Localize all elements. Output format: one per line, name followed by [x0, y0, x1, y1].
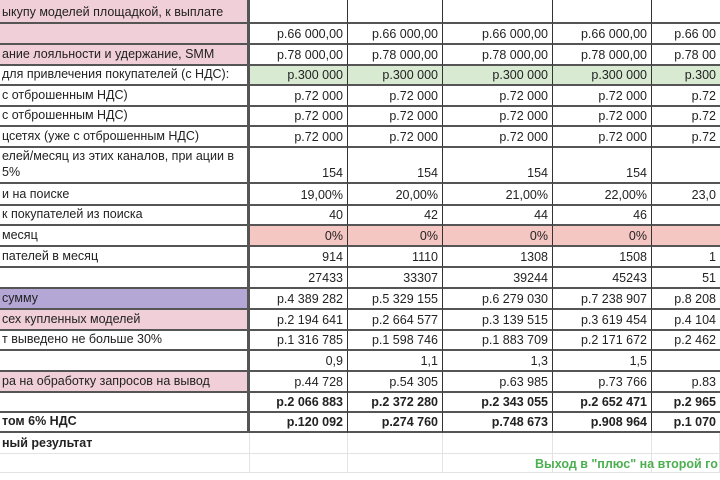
value-cell[interactable]: р.72 000 — [250, 107, 348, 127]
value-cell[interactable]: р.66 00 — [652, 24, 720, 45]
value-cell[interactable]: р.1 598 746 — [348, 331, 443, 351]
table-row — [0, 148, 720, 184]
value-cell[interactable]: р.73 766 — [553, 372, 652, 393]
value-cell[interactable]: р.72 — [652, 86, 720, 107]
value-cell[interactable]: р.6 279 030 — [443, 289, 553, 310]
value-cell[interactable]: р.44 728 — [250, 372, 348, 393]
value-cell[interactable]: р.300 000 — [348, 66, 443, 86]
table-row — [0, 45, 720, 66]
value-cell[interactable]: р.78 000,00 — [348, 45, 443, 66]
value-cell[interactable]: р.72 000 — [443, 107, 553, 127]
value-cell[interactable]: р.908 964 — [553, 413, 652, 433]
value-cell[interactable]: 45243 — [553, 268, 652, 289]
value-cell[interactable]: 46 — [553, 206, 652, 226]
value-cell[interactable]: 0% — [348, 226, 443, 247]
value-cell[interactable]: р.2 372 280 — [348, 393, 443, 413]
value-cell[interactable]: 1,3 — [443, 351, 553, 372]
value-cell[interactable] — [553, 433, 652, 454]
value-cell[interactable]: р.2 194 641 — [250, 310, 348, 331]
table-row — [0, 268, 720, 289]
value-cell[interactable]: р.78 000,00 — [443, 45, 553, 66]
row-label-cell[interactable]: с отброшенным НДС) — [0, 107, 250, 127]
table-row — [0, 331, 720, 351]
value-cell[interactable]: р.72 000 — [553, 86, 652, 107]
row-label-cell[interactable]: сумму — [0, 289, 250, 310]
row-label-cell[interactable] — [0, 24, 250, 45]
value-cell[interactable]: 21,00% — [443, 184, 553, 206]
value-cell[interactable]: р.63 985 — [443, 372, 553, 393]
value-cell[interactable]: 1308 — [443, 247, 553, 268]
value-cell[interactable]: р.8 208 — [652, 289, 720, 310]
value-cell[interactable] — [250, 433, 348, 454]
value-cell[interactable] — [652, 0, 720, 24]
value-cell[interactable]: р.72 — [652, 127, 720, 148]
table-row — [0, 127, 720, 148]
row-label-cell[interactable]: ра на обработку запросов на вывод — [0, 372, 250, 393]
value-cell[interactable]: 20,00% — [348, 184, 443, 206]
value-cell[interactable]: 40 — [250, 206, 348, 226]
value-cell[interactable]: р.748 673 — [443, 413, 553, 433]
value-cell[interactable]: р.72 — [652, 107, 720, 127]
value-cell[interactable]: р.300 000 — [443, 66, 553, 86]
value-cell[interactable]: р.72 000 — [443, 86, 553, 107]
value-cell[interactable]: 154 — [250, 148, 348, 184]
value-cell[interactable]: р.78 00 — [652, 45, 720, 66]
value-cell[interactable]: р.7 238 907 — [553, 289, 652, 310]
value-cell[interactable]: р.3 139 515 — [443, 310, 553, 331]
value-cell[interactable] — [652, 226, 720, 247]
table-row — [0, 433, 720, 454]
table-row — [0, 226, 720, 247]
value-cell[interactable] — [652, 433, 720, 454]
row-label-cell[interactable]: месяц — [0, 226, 250, 247]
row-label-cell[interactable] — [0, 268, 250, 289]
table-row — [0, 184, 720, 206]
value-cell[interactable] — [652, 351, 720, 372]
row-label-cell[interactable]: цсетях (уже с отброшенным НДС) — [0, 127, 250, 148]
breakeven-note: Выход в "плюс" на второй го — [535, 457, 718, 471]
table-row — [0, 107, 720, 127]
table-row — [0, 413, 720, 433]
row-label-cell[interactable]: елей/месяц из этих каналов, при ации в 5% — [0, 148, 250, 184]
value-cell[interactable]: р.72 000 — [443, 127, 553, 148]
value-cell[interactable]: р.2 462 — [652, 331, 720, 351]
table-row — [0, 66, 720, 86]
row-label-cell[interactable] — [0, 393, 250, 413]
value-cell[interactable]: р.2 664 577 — [348, 310, 443, 331]
value-cell[interactable]: р.2 066 883 — [250, 393, 348, 413]
value-cell[interactable]: р.4 104 — [652, 310, 720, 331]
value-cell[interactable]: р.2 171 672 — [553, 331, 652, 351]
value-cell[interactable]: 0,9 — [250, 351, 348, 372]
value-cell[interactable]: р.2 652 471 — [553, 393, 652, 413]
row-label-cell[interactable]: для привлечения покупателей (с НДС): — [0, 66, 250, 86]
value-cell[interactable]: р.66 000,00 — [553, 24, 652, 45]
value-cell[interactable]: р.2 965 — [652, 393, 720, 413]
value-cell[interactable]: р.2 343 055 — [443, 393, 553, 413]
value-cell[interactable]: р.120 092 — [250, 413, 348, 433]
value-cell[interactable] — [443, 433, 553, 454]
row-label-cell[interactable]: ание лояльности и удержание, SMM — [0, 45, 250, 66]
value-cell[interactable] — [250, 454, 348, 473]
row-label-cell[interactable]: и на поиске — [0, 184, 250, 206]
value-cell[interactable]: р.78 000,00 — [553, 45, 652, 66]
value-cell[interactable]: 154 — [553, 148, 652, 184]
value-cell[interactable] — [652, 148, 720, 184]
value-cell[interactable] — [443, 0, 553, 24]
table-row — [0, 0, 720, 24]
value-cell[interactable] — [553, 0, 652, 24]
value-cell[interactable]: 23,0 — [652, 184, 720, 206]
value-cell[interactable]: р.78 000,00 — [250, 45, 348, 66]
table-row — [0, 310, 720, 331]
table-row — [0, 247, 720, 268]
value-cell[interactable]: 33307 — [348, 268, 443, 289]
value-cell[interactable]: р.66 000,00 — [250, 24, 348, 45]
value-cell[interactable]: 1110 — [348, 247, 443, 268]
table-row — [0, 351, 720, 372]
row-label-cell[interactable]: т выведено не больше 30% — [0, 331, 250, 351]
value-cell[interactable]: р.274 760 — [348, 413, 443, 433]
row-label-cell[interactable] — [0, 351, 250, 372]
table-row — [0, 289, 720, 310]
value-cell[interactable]: р.54 305 — [348, 372, 443, 393]
value-cell[interactable]: 0% — [443, 226, 553, 247]
row-label-cell[interactable]: к покупателей из поиска — [0, 206, 250, 226]
value-cell[interactable]: р.66 000,00 — [443, 24, 553, 45]
table-row — [0, 393, 720, 413]
table-row — [0, 24, 720, 45]
table-row — [0, 372, 720, 393]
value-cell[interactable]: 154 — [443, 148, 553, 184]
table-row — [0, 206, 720, 226]
value-cell[interactable]: р.72 000 — [348, 86, 443, 107]
value-cell[interactable]: р.5 329 155 — [348, 289, 443, 310]
table-row — [0, 86, 720, 107]
value-cell[interactable]: р.72 000 — [250, 86, 348, 107]
value-cell[interactable] — [250, 0, 348, 24]
value-cell[interactable] — [348, 454, 443, 473]
value-cell[interactable] — [348, 0, 443, 24]
value-cell[interactable] — [652, 206, 720, 226]
row-label-cell[interactable]: том 6% НДС — [0, 413, 250, 433]
value-cell[interactable]: р.72 000 — [348, 127, 443, 148]
value-cell[interactable]: р.300 000 — [250, 66, 348, 86]
value-cell[interactable]: 51 — [652, 268, 720, 289]
value-cell[interactable]: 27433 — [250, 268, 348, 289]
value-cell[interactable] — [348, 433, 443, 454]
value-cell[interactable]: р.1 070 — [652, 413, 720, 433]
value-cell[interactable]: 1 — [652, 247, 720, 268]
row-label-cell[interactable]: с отброшенным НДС) — [0, 86, 250, 107]
value-cell[interactable]: 44 — [443, 206, 553, 226]
value-cell[interactable]: 1,5 — [553, 351, 652, 372]
row-label-cell[interactable]: пателей в месяц — [0, 247, 250, 268]
value-cell[interactable]: р.72 000 — [348, 107, 443, 127]
value-cell[interactable]: 0% — [250, 226, 348, 247]
value-cell[interactable]: 0% — [553, 226, 652, 247]
value-cell[interactable]: р.66 000,00 — [348, 24, 443, 45]
value-cell[interactable]: р.72 000 — [250, 127, 348, 148]
value-cell[interactable]: 42 — [348, 206, 443, 226]
value-cell[interactable]: р.72 000 — [553, 107, 652, 127]
value-cell[interactable]: р.1 316 785 — [250, 331, 348, 351]
value-cell[interactable]: р.300 — [652, 66, 720, 86]
value-cell[interactable]: 154 — [348, 148, 443, 184]
value-cell[interactable]: р.1 883 709 — [443, 331, 553, 351]
value-cell[interactable]: 1,1 — [348, 351, 443, 372]
row-label-cell[interactable] — [0, 454, 250, 473]
row-label-cell[interactable]: ный результат — [0, 433, 250, 454]
value-cell[interactable]: 22,00% — [553, 184, 652, 206]
value-cell[interactable]: р.300 000 — [553, 66, 652, 86]
value-cell[interactable]: 39244 — [443, 268, 553, 289]
value-cell[interactable]: р.4 389 282 — [250, 289, 348, 310]
value-cell[interactable]: 19,00% — [250, 184, 348, 206]
value-cell[interactable]: р.3 619 454 — [553, 310, 652, 331]
value-cell[interactable]: 914 — [250, 247, 348, 268]
row-label-cell[interactable]: сех купленных моделей — [0, 310, 250, 331]
value-cell[interactable]: р.72 000 — [553, 127, 652, 148]
row-label-cell[interactable]: ыкупу моделей площадкой, к выплате — [0, 0, 250, 24]
value-cell[interactable]: 1508 — [553, 247, 652, 268]
value-cell[interactable]: р.83 — [652, 372, 720, 393]
